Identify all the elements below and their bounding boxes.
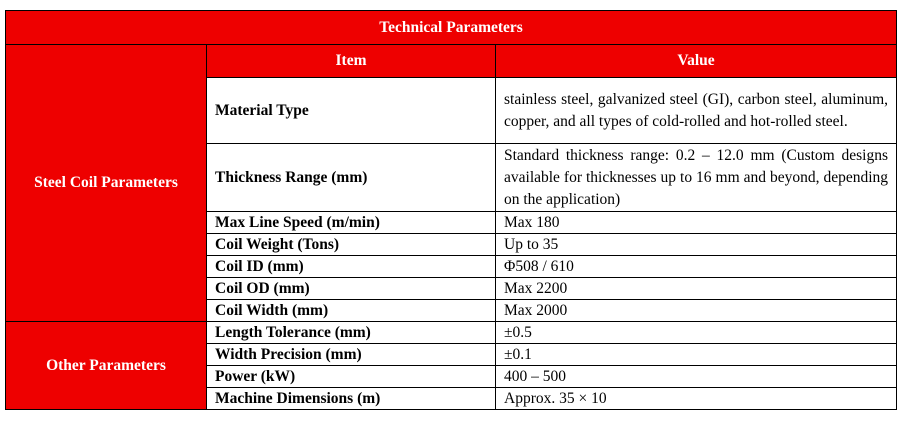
row-value: Φ508 / 610: [496, 256, 897, 278]
row-item-label: Machine Dimensions (m): [207, 388, 496, 410]
row-item-label: Coil Width (mm): [207, 300, 496, 322]
column-header-value: Value: [496, 45, 897, 78]
table-row: [6, 322, 897, 344]
row-value: Max 180: [496, 212, 897, 234]
row-item-label: Width Precision (mm): [207, 344, 496, 366]
row-value: ±0.1: [496, 344, 897, 366]
table-header-row: [6, 45, 897, 78]
table-title: Technical Parameters: [6, 11, 897, 45]
row-value: 400 – 500: [496, 366, 897, 388]
row-value: Standard thickness range: 0.2 – 12.0 mm (Custom designs available for thicknesses up to 16 mm and beyond, depending on the application): [496, 144, 897, 212]
table-title-row: [6, 11, 897, 45]
row-item-label: Length Tolerance (mm): [207, 322, 496, 344]
row-item-label: Max Line Speed (m/min): [207, 212, 496, 234]
row-value: ±0.5: [496, 322, 897, 344]
row-value: Up to 35: [496, 234, 897, 256]
row-item-label: Coil Weight (Tons): [207, 234, 496, 256]
row-value: Max 2200: [496, 278, 897, 300]
row-item-label: Material Type: [207, 78, 496, 144]
row-item-label: Power (kW): [207, 366, 496, 388]
group-label-steel-coil: Steel Coil Parameters: [6, 45, 207, 322]
row-value: stainless steel, galvanized steel (GI), carbon steel, aluminum, copper, and all types of cold-rolled and hot-rolled steel.: [496, 78, 897, 144]
row-item-label: Coil ID (mm): [207, 256, 496, 278]
column-header-item: Item: [207, 45, 496, 78]
row-value: Approx. 35 × 10: [496, 388, 897, 410]
row-item-label: Coil OD (mm): [207, 278, 496, 300]
row-item-label: Thickness Range (mm): [207, 144, 496, 212]
technical-parameters-table: [5, 10, 897, 410]
group-label-other: Other Parameters: [6, 322, 207, 410]
row-value: Max 2000: [496, 300, 897, 322]
